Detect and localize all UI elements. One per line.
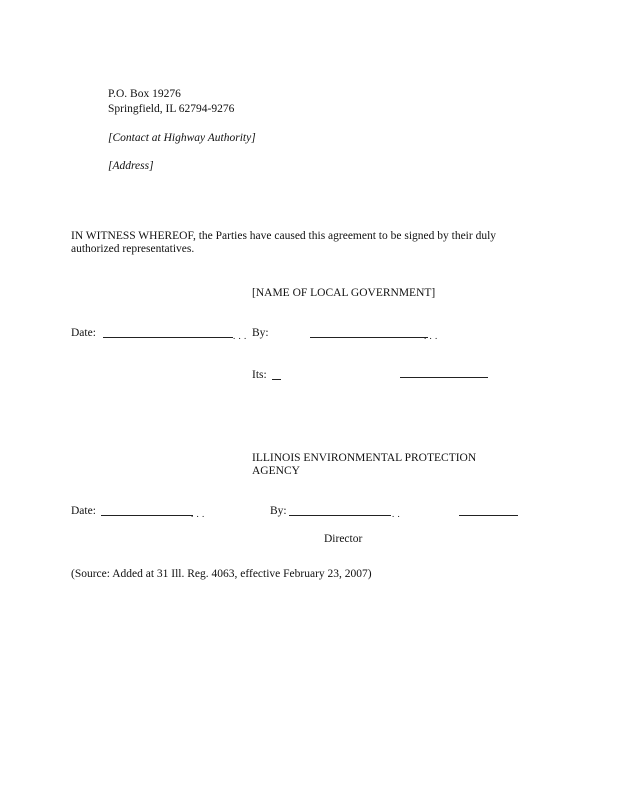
city-line: Springfield, IL 62794-9276 <box>108 103 235 115</box>
local-by-label: By: <box>252 327 269 339</box>
address-placeholder: [Address] <box>108 160 154 172</box>
local-its-short-line <box>272 379 281 380</box>
agency-by-signature-line <box>289 515 391 516</box>
agency-by-label: By: <box>270 505 287 517</box>
agency-date-signature-line <box>101 515 193 516</box>
contact-placeholder: [Contact at Highway Authority] <box>108 132 256 144</box>
local-its-label: Its: <box>252 369 267 381</box>
agency-date-dots: . . . <box>191 509 205 519</box>
local-date-dots: . . . <box>233 331 247 341</box>
local-date-signature-line <box>103 337 233 338</box>
agency-by-dots: . . <box>392 509 401 519</box>
agency-extra-signature-line <box>459 515 518 516</box>
local-by-signature-line <box>310 337 428 338</box>
witness-line-1: IN WITNESS WHEREOF, the Parties have caused this agreement to be signed by their duly <box>71 230 497 242</box>
local-its-title-line <box>400 377 488 378</box>
local-by-dots: . . . <box>424 331 438 341</box>
local-government-name: [NAME OF LOCAL GOVERNMENT] <box>252 287 436 299</box>
agency-director-title: Director <box>324 533 363 545</box>
agency-name-line-2: AGENCY <box>252 465 300 477</box>
witness-line-2: authorized representatives. <box>71 243 195 255</box>
local-date-label: Date: <box>71 327 96 339</box>
agency-date-label: Date: <box>71 505 96 517</box>
po-box-line: P.O. Box 19276 <box>108 88 181 100</box>
agency-name-line-1: ILLINOIS ENVIRONMENTAL PROTECTION <box>252 452 477 464</box>
source-note: (Source: Added at 31 Ill. Reg. 4063, effective February 23, 2007) <box>71 568 372 580</box>
